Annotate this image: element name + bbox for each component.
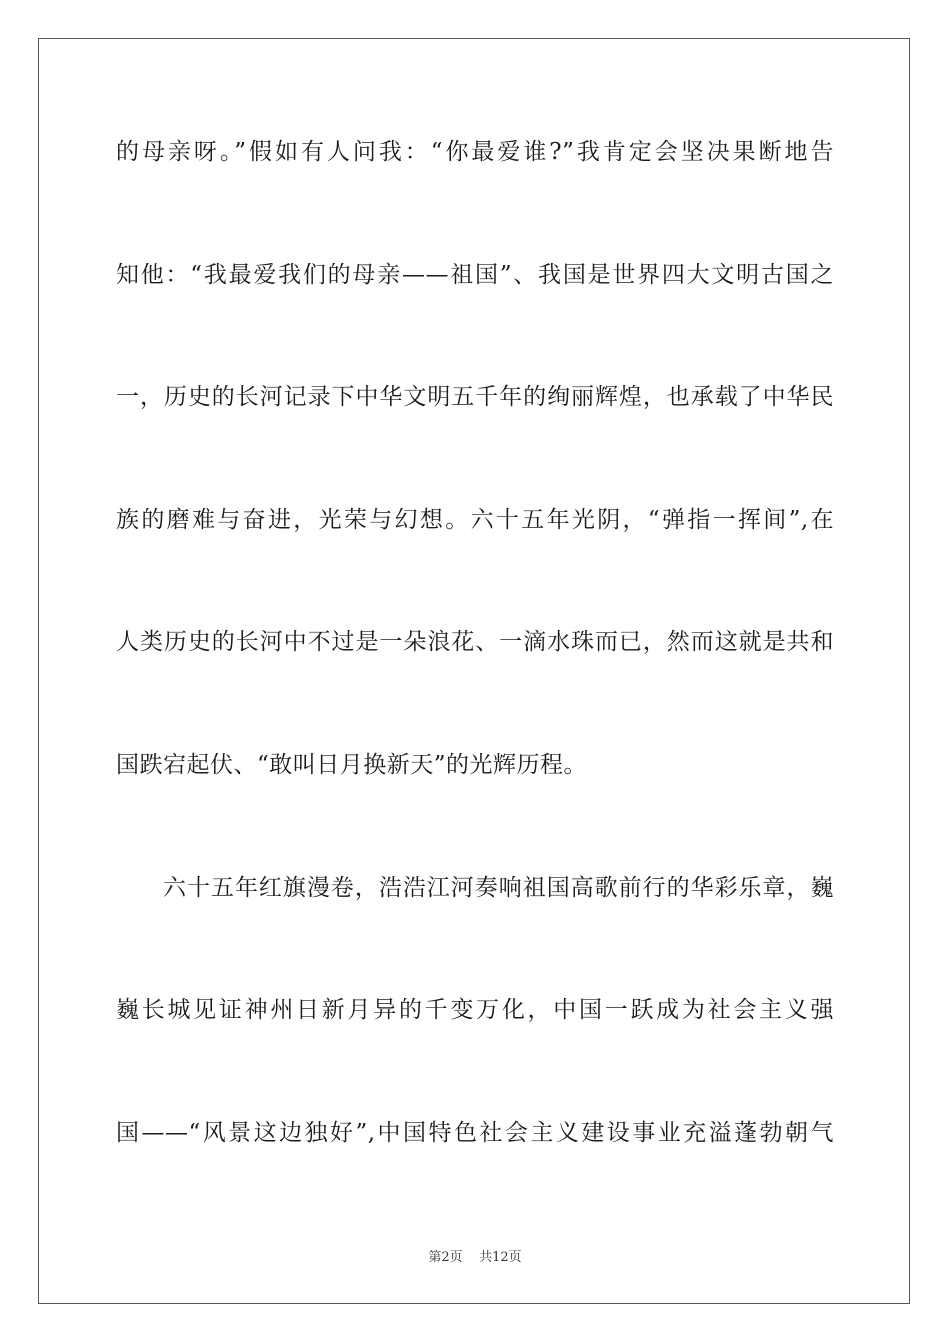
text-line: 巍长城见证神州日新月异的千变万化，中国一跃成为社会主义强 — [116, 997, 834, 1024]
text-line: 族的磨难与奋进，光荣与幻想。六十五年光阴，“弹指一挥间”,在 — [116, 506, 834, 533]
document-body — [116, 128, 834, 1231]
text-line: 六十五年红旗漫卷，浩浩江河奏响祖国高歌前行的华彩乐章，巍 — [163, 874, 834, 901]
page-footer — [0, 1246, 950, 1265]
text-line: 的母亲呀。”假如有人问我：“你最爱谁?”我肯定会坚决果断地告 — [116, 139, 834, 165]
text-line: 国跌宕起伏、“敢叫日月换新天”的光辉历程。 — [116, 751, 588, 778]
text-line: 知他：“我最爱我们的母亲——祖国”、我国是世界四大文明古国之 — [116, 261, 834, 288]
page-number: 第2页 — [428, 1250, 463, 1265]
text-line: 一，历史的长河记录下中华文明五千年的绚丽辉煌，也承载了中华民 — [116, 384, 834, 411]
page-total: 共12页 — [479, 1250, 522, 1265]
text-line: 人类历史的长河中不过是一朵浪花、一滴水珠而已，然而这就是共和 — [116, 629, 834, 656]
text-line: 国——“风景这边独好”,中国特色社会主义建设事业充溢蓬勃朝气 — [116, 1119, 834, 1146]
